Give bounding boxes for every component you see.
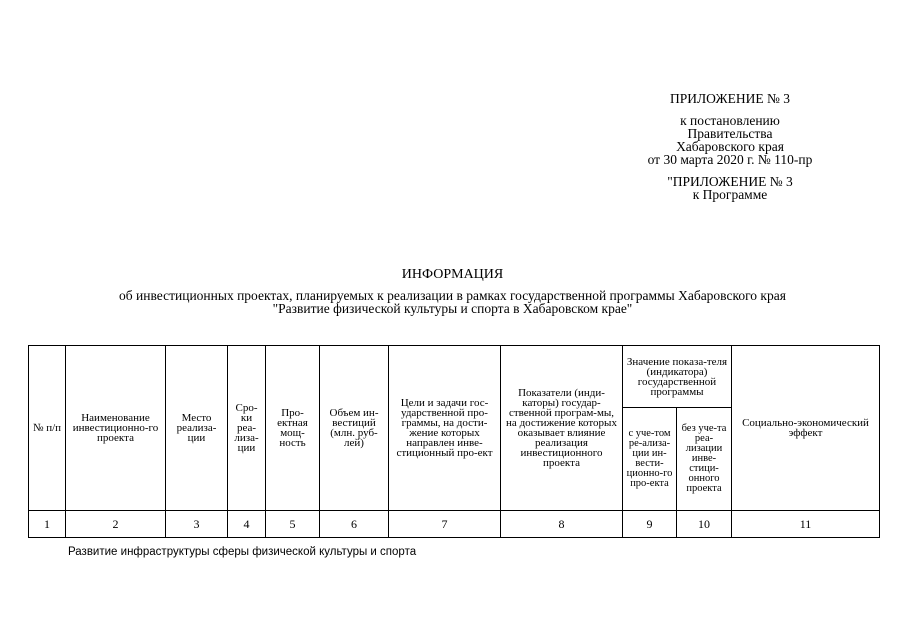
appendix-date-line: от 30 марта 2020 г. № 110-пр — [647, 152, 813, 167]
header-location: Место реализа-ции — [166, 346, 228, 511]
appendix-block — [630, 92, 830, 201]
document-heading — [0, 268, 905, 315]
column-number: 11 — [732, 511, 880, 538]
header-with-project: с уче-том ре-ализа-ции ин-вести-ционно-го про-екта — [623, 408, 677, 511]
appendix-ref-line: к постановлению — [680, 113, 780, 128]
document-subtitle-line: "Развитие физической культуры и спорта в Хабаровском крае" — [272, 301, 633, 316]
column-number: 7 — [389, 511, 501, 538]
header-without-project: без уче-та реа-лизации инве-стици-онного проекта — [677, 408, 732, 511]
column-number: 8 — [501, 511, 623, 538]
investment-projects-table — [28, 345, 880, 538]
document-title: ИНФОРМАЦИЯ — [401, 267, 504, 282]
header-goals: Цели и задачи гос-ударственной про-граммы, на дости-жение которых направлен инве-стиционный про-ект — [389, 346, 501, 511]
column-number: 5 — [266, 511, 320, 538]
header-indicator-value: Значение показа-теля (индикатора) государственной программы — [623, 346, 732, 408]
column-number: 6 — [320, 511, 389, 538]
appendix-ref-line: Правительства — [687, 126, 773, 141]
appendix-program-title: "ПРИЛОЖЕНИЕ № 3 — [667, 174, 793, 189]
column-number: 4 — [228, 511, 266, 538]
header-investment-volume: Объем ин-вестиций (млн. руб-лей) — [320, 346, 389, 511]
appendix-program-ref: к Программе — [692, 187, 768, 202]
header-project-name: Наименование инвестиционно-го проекта — [66, 346, 166, 511]
column-number: 2 — [66, 511, 166, 538]
appendix-title: ПРИЛОЖЕНИЕ № 3 — [669, 91, 791, 106]
header-socioeconomic-effect: Социально-экономический эффект — [732, 346, 880, 511]
section-title: Развитие инфраструктуры сферы физической культуры и спорта — [68, 546, 417, 558]
header-timeline: Сро-ки реа-лиза-ции — [228, 346, 266, 511]
appendix-ref-line: Хабаровского края — [676, 139, 784, 154]
header-number: № п/п — [29, 346, 66, 511]
header-capacity: Про-ектная мощ-ность — [266, 346, 320, 511]
document-subtitle-line: об инвестиционных проектах, планируемых к реализации в рамках государственной программы Хабаровского края — [119, 288, 786, 303]
column-number: 1 — [29, 511, 66, 538]
column-number: 10 — [677, 511, 732, 538]
column-number: 3 — [166, 511, 228, 538]
header-indicators: Показатели (инди-каторы) государ-ственной програм-мы, на достижение которых оказывает влияние реализация инвестиционного проекта — [501, 346, 623, 511]
column-number: 9 — [623, 511, 677, 538]
